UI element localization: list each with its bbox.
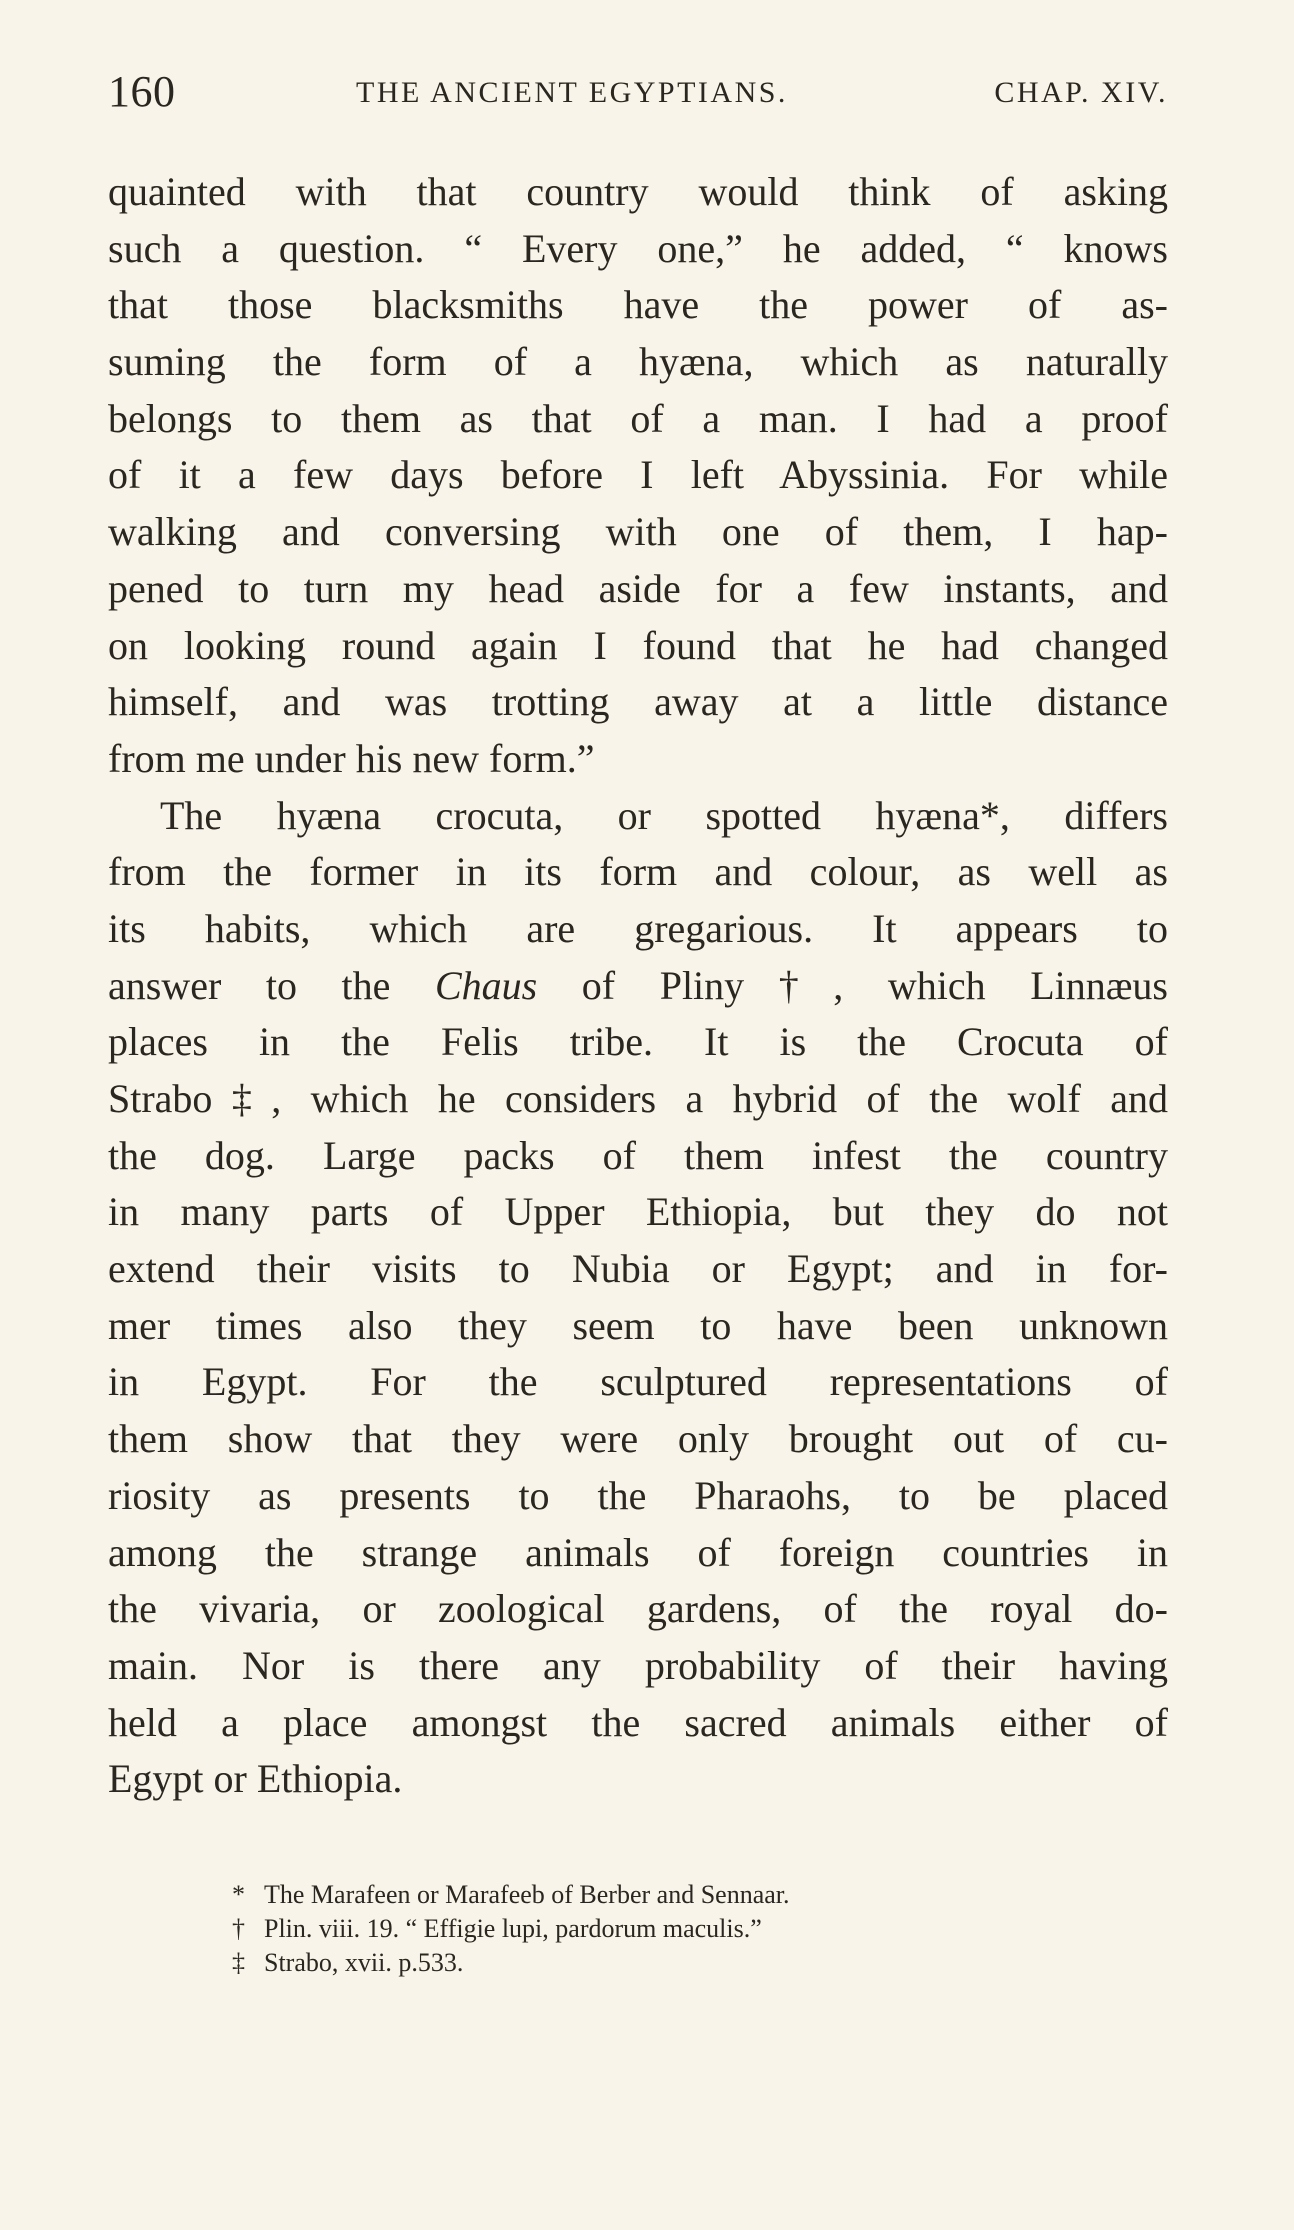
text-line: such a question. “ Every one,” he added, “ knows <box>108 225 1168 271</box>
footnote <box>232 1946 1132 1980</box>
text-line: from the former in its form and colour, as well as <box>108 849 1168 895</box>
footnote-mark: ‡ <box>232 1948 245 1977</box>
footnote <box>232 1912 1132 1946</box>
text-line: quainted with that country would think of asking <box>108 169 1168 214</box>
text-line: riosity as presents to the Pharaohs, to be placed <box>108 1472 1168 1518</box>
text-line: the vivaria, or zoological gardens, of the royal do- <box>108 1586 1168 1632</box>
text-line: its habits, which are gregarious. It appears to <box>108 905 1168 951</box>
footnote-mark: † <box>232 1914 245 1943</box>
text-line: in many parts of Upper Ethiopia, but they do not <box>108 1189 1168 1235</box>
footnote-text: Plin. viii. 19. “ Effigie lupi, pardorum maculis.” <box>264 1914 762 1943</box>
footnotes <box>232 1878 1132 1980</box>
chapter-label: CHAP. XIV. <box>994 76 1168 109</box>
body-text <box>108 164 1168 1808</box>
text-line: himself, and was trotting away at a little distance <box>108 679 1168 725</box>
paragraph-end-line: from me under his new form.” <box>108 735 595 781</box>
running-title: THE ANCIENT EGYPTIANS. <box>356 76 788 109</box>
text-line: main. Nor is there any probability of their having <box>108 1642 1168 1688</box>
text-line: that those blacksmiths have the power of as- <box>108 282 1168 328</box>
footnote-text: Strabo, xvii. p.533. <box>264 1948 464 1977</box>
footnote <box>232 1878 1132 1912</box>
line-segment: of Pliny†, which Linnæus <box>537 962 1168 1008</box>
text-line: belongs to them as that of a man. I had a proof <box>108 395 1168 441</box>
text-line: places in the Felis tribe. It is the Crocuta of <box>108 1019 1168 1065</box>
text-line: walking and conversing with one of them, I hap- <box>108 509 1168 555</box>
text-line: of it a few days before I left Abyssinia. For while <box>108 452 1168 498</box>
text-line: in Egypt. For the sculptured representations of <box>108 1359 1168 1405</box>
page-number: 160 <box>108 67 176 116</box>
italic-term-chaus: Chaus <box>434 962 538 1008</box>
text-line: held a place amongst the sacred animals either of <box>108 1699 1168 1745</box>
text-line: extend their visits to Nubia or Egypt; and in for- <box>108 1246 1168 1292</box>
text-line: them show that they were only brought out of cu- <box>108 1416 1168 1462</box>
text-line: the dog. Large packs of them infest the country <box>108 1132 1168 1178</box>
text-line: suming the form of a hyæna, which as naturally <box>108 339 1168 385</box>
line-segment: answer to the <box>108 962 435 1008</box>
paragraph-end-line: Egypt or Ethiopia. <box>108 1756 403 1802</box>
text-line: mer times also they seem to have been unknown <box>108 1302 1168 1348</box>
paragraph-first-line: The hyæna crocuta, or spotted hyæna*, differs <box>160 792 1168 838</box>
footnote-mark: * <box>232 1880 245 1909</box>
footnote-text: The Marafeen or Marafeeb of Berber and Sennaar. <box>264 1880 790 1909</box>
text-line: Strabo‡, which he considers a hybrid of the wolf and <box>108 1076 1168 1121</box>
page-header <box>108 66 1168 126</box>
text-line: pened to turn my head aside for a few instants, and <box>108 565 1168 611</box>
text-line-with-italic <box>108 958 1168 1015</box>
text-line: on looking round again I found that he had changed <box>108 622 1168 668</box>
text-line: among the strange animals of foreign countries in <box>108 1529 1168 1575</box>
